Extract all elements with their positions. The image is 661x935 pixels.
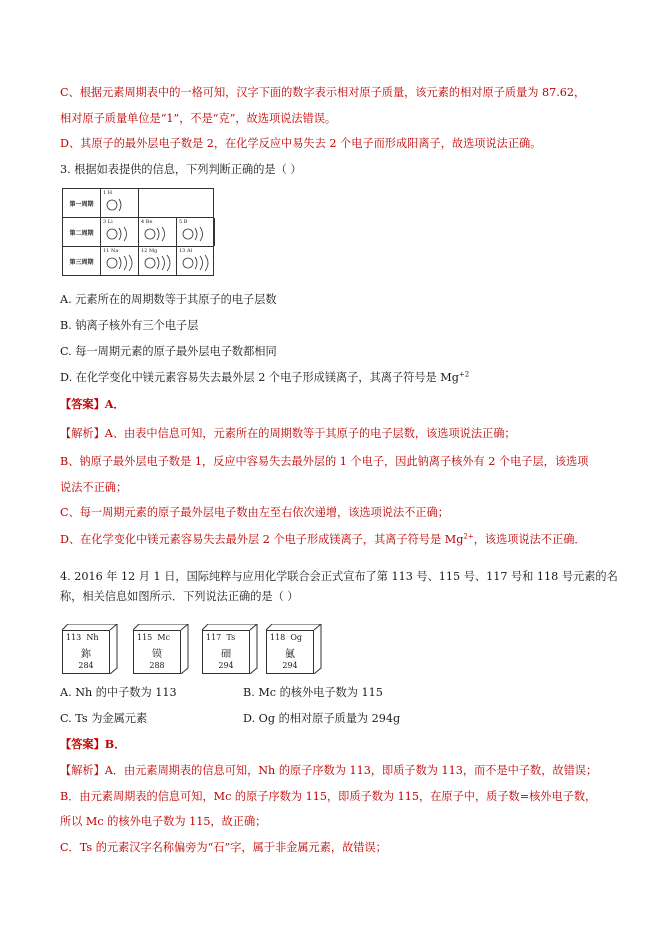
q3-option-a: A. 元素所在的周期数等于其原子的电子层数: [60, 293, 277, 306]
element-number-symbol: 4 Be: [141, 219, 153, 225]
periodic-table-figure: [62, 188, 214, 276]
element-number-symbol: 113 Nh: [66, 633, 99, 642]
q4-answer: 【答案】B．: [60, 737, 126, 751]
q4-option-c: C. Ts 为金属元素: [60, 712, 148, 725]
element-number-symbol: 3 Li: [103, 219, 113, 225]
element-number-symbol: 117 Ts: [206, 633, 236, 642]
q4-explanation-b-cont: 所以 Mc 的核外电子数为 115，故正确；: [60, 815, 267, 828]
q3-explanation-a: 【解析】A、由表中信息可知，元素所在的周期数等于其原子的电子层数，该选项说法正确；: [60, 427, 516, 440]
q4-option-a: A. Nh 的中子数为 113: [60, 686, 177, 699]
element-cube: [62, 624, 118, 674]
period-label: 第二周期: [63, 218, 101, 246]
q3-explanation-c: C、每一周期元素的原子最外层电子数由左至右依次递增，该选项说法不正确；: [60, 506, 449, 519]
prev-explanation-c-line2: 相对原子质量单位是“1”，不是“克”，故选项说法错误。: [60, 112, 337, 125]
period-row-1: [63, 189, 213, 218]
element-cell: [101, 218, 139, 246]
cube-face: [62, 630, 110, 674]
atom-structure-icon: [180, 253, 212, 273]
q4-option-d: D. Og 的相对原子质量为 294g: [243, 712, 401, 725]
cube-face: [202, 630, 250, 674]
element-chinese-name: 镆: [152, 649, 162, 660]
ion-charge: +2: [458, 370, 470, 379]
q3-option-c: C. 每一周期元素的原子最外层电子数都相同: [60, 345, 277, 358]
element-number-symbol: 115 Mc: [137, 633, 171, 642]
q4-explanation-b: B．由元素周期表的信息可知，Mc 的原子序数为 115，即质子数为 115，在原子中，质子数=核外电子数，: [60, 790, 597, 803]
q4-option-b: B. Mc 的核外电子数为 115: [243, 686, 383, 699]
atom-structure-icon: [142, 224, 172, 244]
element-chinese-name: 鿬: [221, 649, 231, 660]
element-mass: 294: [218, 661, 234, 670]
element-chinese-name: 鿫: [285, 649, 295, 660]
atom-structure-icon: [142, 253, 174, 273]
prev-explanation-c-line1: C、根据元素周期表中的一格可知，汉字下面的数字表示相对原子质量，该元素的相对原子质量为 87.62，: [60, 86, 586, 99]
element-mass: 294: [282, 661, 298, 670]
element-chinese-name: 鉨: [81, 649, 91, 660]
element-number-symbol: 1 H: [103, 190, 113, 196]
atom-structure-icon: [104, 195, 134, 215]
cube-face: [266, 630, 314, 674]
element-cube: [266, 624, 322, 674]
ion-charge: 2+: [463, 532, 474, 541]
period-row-3: [63, 247, 213, 275]
element-cell: [139, 218, 177, 246]
period-row-2: [63, 218, 213, 247]
element-number-symbol: 12 Mg: [141, 248, 158, 254]
element-mass: 288: [149, 661, 165, 670]
element-cell: [101, 247, 139, 275]
element-cube: [202, 624, 258, 674]
period-label: 第三周期: [63, 247, 101, 275]
atom-structure-icon: [104, 224, 134, 244]
element-number-symbol: 118 Og: [270, 633, 303, 642]
q3-answer: 【答案】A．: [60, 397, 125, 411]
atom-structure-icon: [104, 253, 136, 273]
element-number-symbol: 5 B: [179, 219, 188, 225]
element-number-symbol: 13 Al: [179, 248, 193, 254]
period-label: 第一周期: [63, 189, 101, 217]
q3-option-b: B. 钠离子核外有三个电子层: [60, 319, 199, 332]
q3-explanation-d: D、在化学变化中镁元素容易失去最外层 2 个电子形成镁离子，其离子符号是 $Mg^{2+}$，该选项说法不正确．: [60, 532, 586, 546]
element-number-symbol: 11 Na: [103, 248, 119, 254]
element-cell: [177, 218, 215, 246]
element-cell: [177, 247, 214, 275]
q4-stem-line1: 4. 2016 年 12 月 1 日，国际纯粹与应用化学联合会正式宣布了第 113 号、115 号、117 号和 118 号元素的名: [60, 570, 618, 583]
element-mass: 284: [78, 661, 94, 670]
q4-stem-line2: 称，相关信息如图所示．下列说法正确的是（ ）: [60, 590, 299, 603]
q4-explanation-c: C．Ts 的元素汉字名称偏旁为“石”字，属于非金属元素，故错误；: [60, 841, 387, 854]
atom-structure-icon: [180, 224, 210, 244]
prev-explanation-d-line: D、其原子的最外层电子数是 2，在化学反应中易失去 2 个电子而形成阳离子，故选项说法正确。: [60, 137, 542, 150]
q3-option-d: D. 在化学变化中镁元素容易失去最外层 2 个电子形成镁离子，其离子符号是 $Mg^{+2}$: [60, 370, 470, 384]
q3-explanation-b-cont: 说法不正确；: [60, 481, 128, 494]
q3-stem: 3. 根据如表提供的信息，下列判断正确的是（ ）: [60, 163, 302, 176]
element-cube: [133, 624, 189, 674]
element-cell: [101, 189, 139, 217]
q4-explanation-a: 【解析】A．由元素周期表的信息可知，Nh 的原子序数为 113，即质子数为 113，而不是中子数，故错误；: [60, 764, 598, 777]
cube-face: [133, 630, 181, 674]
element-cell: [139, 247, 177, 275]
q3-explanation-b: B、钠原子最外层电子数是 1，反应中容易失去最外层的 1 个电子，因此钠离子核外有 2 个电子层，该选项: [60, 455, 589, 468]
